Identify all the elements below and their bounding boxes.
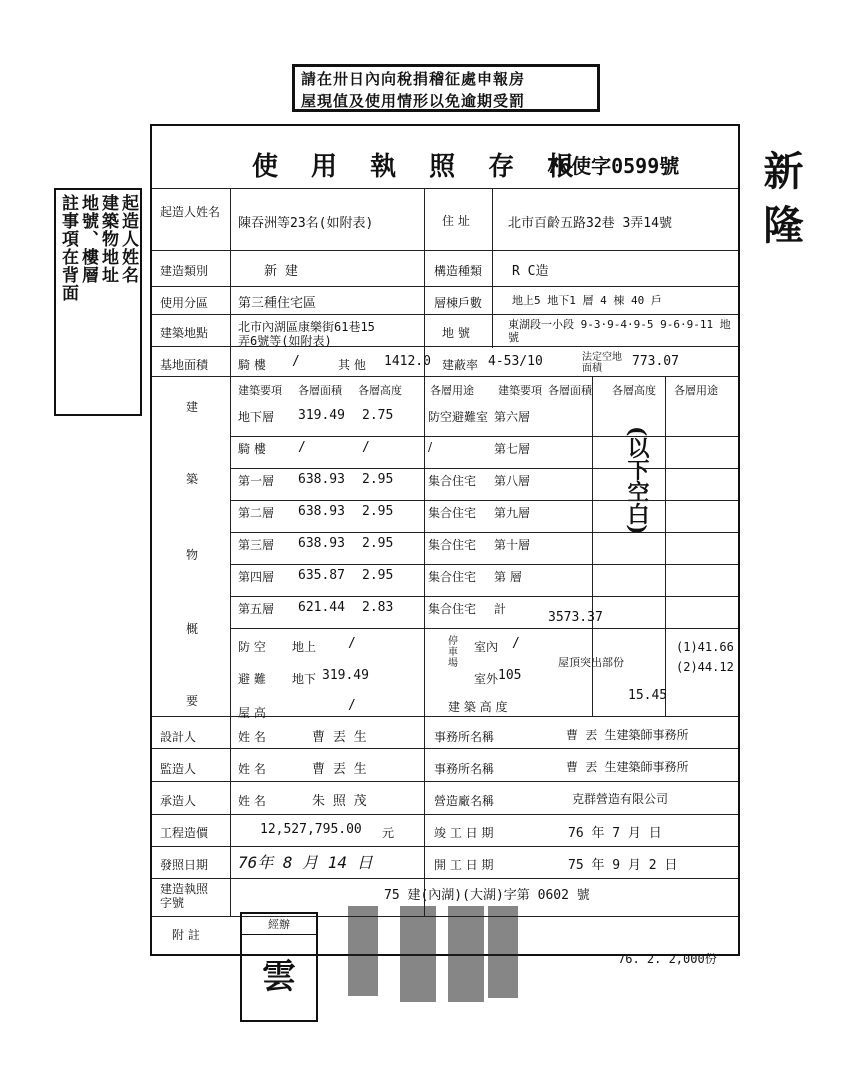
col-area-left: 各層面積 [298,384,342,397]
remark-label: 附 註 [172,928,200,942]
designer-name: 曹 丟 生 [312,730,367,745]
col-item-left: 建築要項 [238,384,282,397]
roof-value-2: (2)44.12 [676,660,734,674]
blank-note: (以下空白) [624,426,650,535]
supervisor-office: 曹 丟 生建築師事務所 [566,760,689,774]
completion-label: 竣 工 日 期 [434,826,494,840]
overview-char-1: 建 [186,400,199,414]
floor-name: 地下層 [238,410,275,424]
floor-use: 集合住宅 [428,570,477,584]
notice-line-1: 請在卅日內向稅捐稽征處申報房 [301,70,526,88]
roof-value-1: (1)41.66 [676,640,734,654]
shelter-above-label: 地上 [292,640,317,654]
floor-area: 635.87 [298,568,345,583]
site-value-2: 弄6號等(如附表) [238,334,332,348]
side-col-1: 起造人姓名 [118,194,138,284]
address-label: 住 址 [442,214,470,228]
shelter-below-value: 319.49 [322,668,369,683]
cost-label: 工程造價 [160,826,209,840]
floor-name: 第一層 [238,474,275,488]
floor-name-right: 第七層 [494,442,531,456]
floors-value: 地上5 地下1 層 4 棟 40 戶 [512,294,662,307]
contractor-factory: 克群營造有限公司 [572,792,669,806]
eave-label: 屋 高 [238,706,266,720]
floor-area: / [298,440,306,455]
other-label: 其 他 [338,358,366,372]
supervisor-office-label: 事務所名稱 [434,762,495,776]
issue-date-value: 76年 8 月 14 日 [238,853,373,872]
shelter-label-2: 避 難 [238,672,266,686]
base-area-label: 基地面積 [160,358,209,372]
tax-notice [292,64,600,112]
owner-label: 起造人姓名 [160,205,221,219]
col-height-right: 各層高度 [612,384,656,397]
overview-char-2: 築 [186,472,199,486]
floor-name: 第五層 [238,602,275,616]
building-height-value: 15.45 [628,688,668,703]
floor-area: 638.93 [298,472,345,487]
floor-height: 2.95 [362,568,394,583]
form-title: 使 用 執 照 存 根 [252,152,586,182]
structure-value: R C造 [512,264,549,279]
floor-use: 集合住宅 [428,602,477,616]
floor-height: 2.75 [362,408,394,423]
shelter-below-label: 地下 [292,672,317,686]
parking-label: 停車場 [448,636,458,669]
parking-outdoor-value: 105 [498,668,522,683]
col-item-right: 建築要項 [498,384,542,397]
zone-value: 第三種住宅區 [238,296,317,311]
seal-mark-4 [488,906,518,998]
floor-use: / [428,440,433,454]
total-area-value: 3573.37 [548,610,603,625]
address-value: 北市百齡五路32巷 3弄14號 [508,216,672,231]
right-margin-text: 新 隆 [757,150,804,244]
contractor-label: 承造人 [160,794,197,808]
owner-value: 陳吞洲等23名(如附表) [238,216,374,231]
col-use-right: 各層用途 [674,384,718,397]
site-label: 建築地點 [160,326,209,340]
floor-area: 319.49 [298,408,345,423]
coverage-label: 建蔽率 [442,358,479,372]
arcade-label: 騎 樓 [238,358,266,372]
floor-name-right: 計 [494,602,507,616]
shelter-above-value: / [348,636,356,651]
floor-use: 集合住宅 [428,506,477,520]
lot-label: 地 號 [442,326,470,340]
overview-char-3: 物 [186,548,199,562]
floor-name-right: 第八層 [494,474,531,488]
contractor-name-label: 姓 名 [238,794,266,808]
seal-mark-2 [400,906,436,1002]
other-value: 1412.0 [384,354,431,369]
coverage-value: 4-53/10 [488,354,543,369]
build-permit-label: 建造執照字號 [160,882,209,910]
side-col-2: 建築物地址 [98,194,118,284]
notice-line-2: 屋現值及使用情形以免逾期受罰 [301,92,526,110]
floor-name: 第二層 [238,506,275,520]
build-permit-value: 75 建(內湖)(大湖)字第 0602 號 [384,888,590,903]
col-use-left: 各層用途 [430,384,474,397]
arcade-value: / [292,354,300,369]
issue-date-label: 發照日期 [160,858,209,872]
start-date-label: 開 工 日 期 [434,858,494,872]
supervisor-label: 監造人 [160,762,197,776]
shelter-label-1: 防 空 [238,640,266,654]
building-height-label: 建 築 高 度 [448,700,508,714]
floor-name-right: 第十層 [494,538,531,552]
floor-height: 2.95 [362,504,394,519]
legal-open-label: 法定空地面積 [582,352,622,374]
cost-value: 12,527,795.00 [260,822,362,837]
parking-indoor-value: / [512,636,520,651]
floor-name: 第三層 [238,538,275,552]
seal-mark-3 [448,906,484,1002]
floor-name: 騎 樓 [238,442,266,456]
floor-area: 638.93 [298,504,345,519]
lot-value: 東湖段一小段 9-3·9-4·9-5 9-6·9-11 地號 [508,318,731,344]
stamp-text: 雲 [262,957,296,997]
floor-use: 集合住宅 [428,538,477,552]
floor-use: 集合住宅 [428,474,477,488]
designer-name-label: 姓 名 [238,730,266,744]
parking-indoor-label: 室內 [474,640,499,654]
designer-label: 設計人 [160,730,197,744]
site-value-1: 北市內湖區康樂街61巷15 [238,320,375,334]
legal-open-value: 773.07 [632,354,679,369]
eave-value: / [348,698,356,713]
parking-outdoor-label: 室外 [474,672,499,686]
stamp-label: 經辦 [242,914,316,935]
build-type-label: 建造類別 [160,264,209,278]
permit-number: 76使字0599號 [547,154,680,178]
side-col-3: 地號、樓層 [78,194,98,284]
contractor-factory-label: 營造廠名稱 [434,794,495,808]
overview-char-4: 概 [186,622,199,636]
start-date-value: 75 年 9 月 2 日 [568,858,678,873]
seal-mark-1 [348,906,378,996]
col-height-left: 各層高度 [358,384,402,397]
side-note-box [54,188,142,416]
designer-office: 曹 丟 生建築師事務所 [566,728,689,742]
floor-name: 第四層 [238,570,275,584]
floor-name-right: 第六層 [494,410,531,424]
floor-height: 2.95 [362,472,394,487]
floors-label: 層棟戶數 [434,296,483,310]
cost-unit: 元 [382,826,395,840]
designer-office-label: 事務所名稱 [434,730,495,744]
roof-label: 屋頂突出部份 [558,656,624,669]
supervisor-name-label: 姓 名 [238,762,266,776]
contractor-name: 朱 照 茂 [312,794,367,809]
supervisor-name: 曹 丟 生 [312,762,367,777]
handling-stamp [240,912,318,1022]
overview-char-5: 要 [186,694,199,708]
structure-label: 構造種類 [434,264,483,278]
zone-label: 使用分區 [160,296,209,310]
floor-height: 2.95 [362,536,394,551]
floor-name-right: 第九層 [494,506,531,520]
floor-area: 621.44 [298,600,345,615]
floor-name-right: 第 層 [494,570,522,584]
floor-height: 2.83 [362,600,394,615]
completion-value: 76 年 7 月 日 [568,826,662,841]
floor-use: 防空避難室 [428,410,489,424]
col-area-right: 各層面積 [548,384,592,397]
side-col-4: 註事項在背面 [58,194,78,302]
floor-area: 638.93 [298,536,345,551]
print-note: 76. 2. 2,000份 [618,952,717,966]
usage-permit-form [150,124,740,956]
floor-height: / [362,440,370,455]
build-type-value: 新 建 [264,264,298,279]
